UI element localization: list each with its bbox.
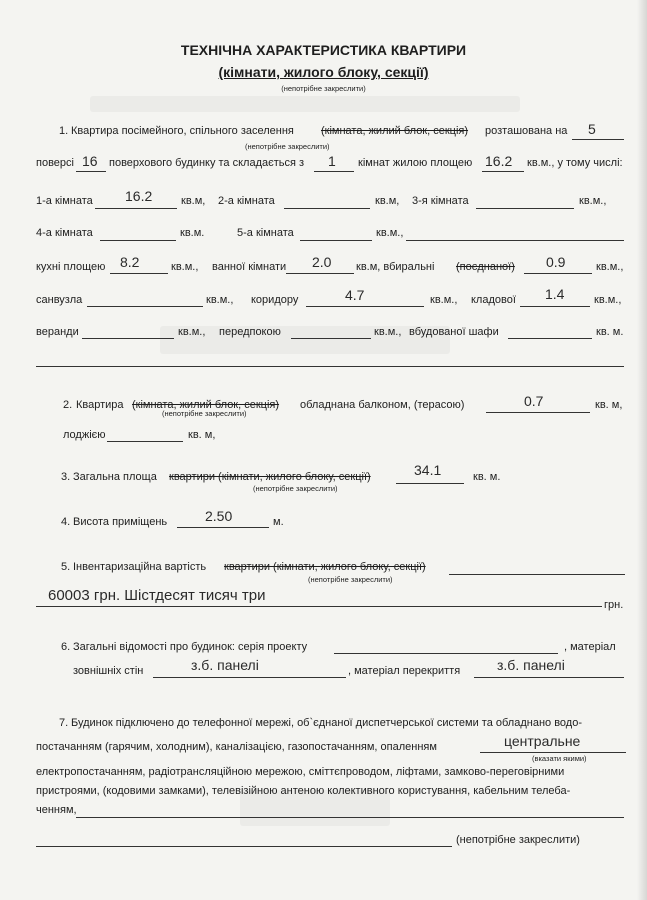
bath-line [286, 273, 354, 274]
wardrobe-label: вбудованої шафи [409, 326, 499, 338]
s7-blank-line [76, 817, 624, 818]
s1-apartment-type: Квартира посімейного, спільного заселення [71, 125, 294, 137]
header-note: (непотрібне закреслити) [281, 84, 366, 93]
room5-line [300, 240, 372, 241]
veranda-label: веранди [36, 326, 79, 338]
room1-line [95, 208, 177, 209]
series-line [334, 653, 558, 654]
height-value: 2.50 [205, 508, 233, 524]
rooms-label: кімнат жилою площею [358, 157, 473, 169]
heating-note: (вказати якими) [532, 754, 587, 763]
document-subtitle: (кімнати, жилого блоку, секції) [218, 64, 429, 80]
room3-line [476, 208, 574, 209]
room2-unit: кв.м, [375, 195, 400, 207]
room2-label: 2-а кімната [218, 195, 275, 207]
living-area-suffix: кв.м., у тому числі: [527, 157, 623, 169]
room1-label: 1-а кімната [36, 195, 93, 207]
hall-unit: кв.м., [374, 326, 402, 338]
living-area-line [482, 171, 524, 172]
wc-unit: кв.м., [596, 261, 624, 273]
s1-located-on: розташована на [485, 125, 568, 137]
hall-line [291, 338, 371, 339]
rooms-line [314, 171, 354, 172]
kitchen-value: 8.2 [120, 254, 140, 270]
storage-unit: кв.м., [594, 294, 622, 306]
heating-line [480, 752, 626, 753]
loggia-unit: кв. м, [188, 429, 216, 441]
loggia-label: лоджією [63, 429, 106, 441]
wc-line [524, 273, 592, 274]
height-unit: м. [273, 516, 284, 528]
balcony-unit: кв. м, [595, 399, 623, 411]
veranda-line [82, 338, 174, 339]
room4-unit: кв.м. [180, 227, 205, 239]
s7-line2: постачанням (гарячим, холодним), каналізацією, газопостачанням, опаленням [36, 741, 437, 753]
sanvuzol-label: санвузла [36, 294, 83, 306]
walls-label: зовнішніх стін [73, 665, 144, 677]
storeys-line [76, 171, 106, 172]
veranda-unit: кв.м., [178, 326, 206, 338]
heating-value: центральне [504, 733, 581, 749]
floor-label: поверсі [36, 157, 74, 169]
storage-line [520, 306, 590, 307]
s7-number: 7. [59, 717, 69, 729]
s6-material-label: , матеріал [564, 641, 616, 653]
corridor-label: коридору [251, 294, 299, 306]
combined-struck: (поєднаної) [456, 261, 515, 273]
sanvuzol-line [87, 306, 203, 307]
bleed-through-block [90, 96, 520, 112]
loggia-line [107, 441, 183, 442]
total-area-line [396, 483, 464, 484]
room1-unit: кв.м, [181, 195, 206, 207]
bath-value: 2.0 [312, 254, 332, 270]
s2-balcony-label: обладнана балконом, (терасою) [300, 399, 465, 411]
s3-note: (непотрібне закреслити) [253, 484, 338, 493]
living-area-value: 16.2 [485, 153, 513, 169]
inventory-value: 60003 грн. Шістдесят тисяч три [48, 587, 266, 604]
rooms-value: 1 [328, 153, 336, 169]
s6-number: 6. [61, 641, 71, 653]
height-line [177, 527, 269, 528]
inventory-line [36, 606, 602, 607]
s7-line4: пристроями, (кодовими замками), телевізійною антеною колективного користування, кабельним телеба- [36, 785, 571, 797]
room3-unit: кв.м., [579, 195, 607, 207]
room-tail-line [406, 240, 624, 241]
balcony-line [486, 412, 590, 413]
s1-number: 1. [59, 125, 69, 137]
corridor-line [306, 306, 424, 307]
floors-label: , матеріал перекриття [348, 665, 461, 677]
s4-number: 4. [61, 516, 71, 528]
s5-number: 5. [61, 561, 71, 573]
s7-final-line [36, 846, 452, 847]
document-title: ТЕХНІЧНА ХАРАКТЕРИСТИКА КВАРТИРИ [180, 42, 467, 58]
s7-line1: Будинок підключено до телефонної мережі, об`єднаної диспетчерської системи та обладнано водо- [71, 717, 582, 729]
kitchen-unit: кв.м., [171, 261, 199, 273]
kitchen-line [110, 273, 168, 274]
s5-struck-options: квартири (кімнати, жилого блоку, секції) [224, 561, 426, 573]
floor-line [572, 139, 624, 140]
height-label: Висота приміщень [73, 516, 168, 528]
sanvuzol-unit: кв.м., [206, 294, 234, 306]
s5-tail-line [449, 574, 625, 575]
hall-label: передпокою [219, 326, 281, 338]
storage-value: 1.4 [545, 286, 565, 302]
storeys-label: поверхового будинку та складається з [109, 157, 305, 169]
storeys-value: 16 [82, 153, 98, 169]
total-area-value: 34.1 [414, 462, 442, 478]
corridor-value: 4.7 [345, 287, 365, 303]
s5-note: (непотрібне закреслити) [308, 575, 393, 584]
s2-struck-options: (кімната, жилий блок, секція) [132, 399, 280, 411]
room1-value: 16.2 [125, 188, 153, 204]
s1-struck-options: (кімната, жилий блок, секція) [321, 125, 469, 137]
s5-label: Інвентаризаційна вартість [73, 561, 207, 573]
wardrobe-unit: кв. м. [596, 326, 624, 338]
floors-value: з.б. панелі [497, 657, 565, 673]
s2-note: (непотрібне закреслити) [162, 409, 247, 418]
room5-unit: кв.м., [376, 227, 404, 239]
walls-line [153, 677, 346, 678]
s7-line3: електропостачанням, радіотрансляційною мережою, сміттєпроводом, ліфтами, замково-переговірними [36, 766, 565, 778]
wc-value: 0.9 [546, 254, 566, 270]
total-area-unit: кв. м. [473, 471, 501, 483]
balcony-value: 0.7 [524, 393, 544, 409]
s2-apartment: Квартира [76, 399, 124, 411]
walls-value: з.б. панелі [191, 657, 259, 673]
s2-number: 2. [63, 399, 73, 411]
s3-number: 3. [61, 471, 71, 483]
bath-label: ванної кімнати [212, 261, 287, 273]
closing-note: (непотрібне закреслити) [456, 834, 580, 846]
room2-line [284, 208, 370, 209]
kitchen-label: кухні площею [36, 261, 106, 273]
bath-suffix: кв.м, вбиральні [356, 261, 435, 273]
storage-label: кладової [471, 294, 516, 306]
room5-label: 5-а кімната [237, 227, 294, 239]
room3-label: 3-я кімната [412, 195, 469, 207]
floor-value: 5 [588, 121, 596, 137]
s1-blank-line [36, 366, 624, 367]
inventory-unit: грн. [604, 599, 624, 611]
s6-series-label: Загальні відомості про будинок: серія проекту [73, 641, 308, 653]
room4-label: 4-а кімната [36, 227, 93, 239]
s7-line5: ченням, [36, 804, 77, 816]
s3-struck-options: квартири (кімнати, жилого блоку, секції) [169, 471, 371, 483]
s3-label: Загальна площа [73, 471, 157, 483]
s1-note: (непотрібне закреслити) [245, 142, 330, 151]
wardrobe-line [508, 338, 592, 339]
corridor-unit: кв.м., [430, 294, 458, 306]
floors-line [474, 677, 624, 678]
room4-line [100, 240, 176, 241]
scan-edge-shadow [637, 0, 647, 900]
